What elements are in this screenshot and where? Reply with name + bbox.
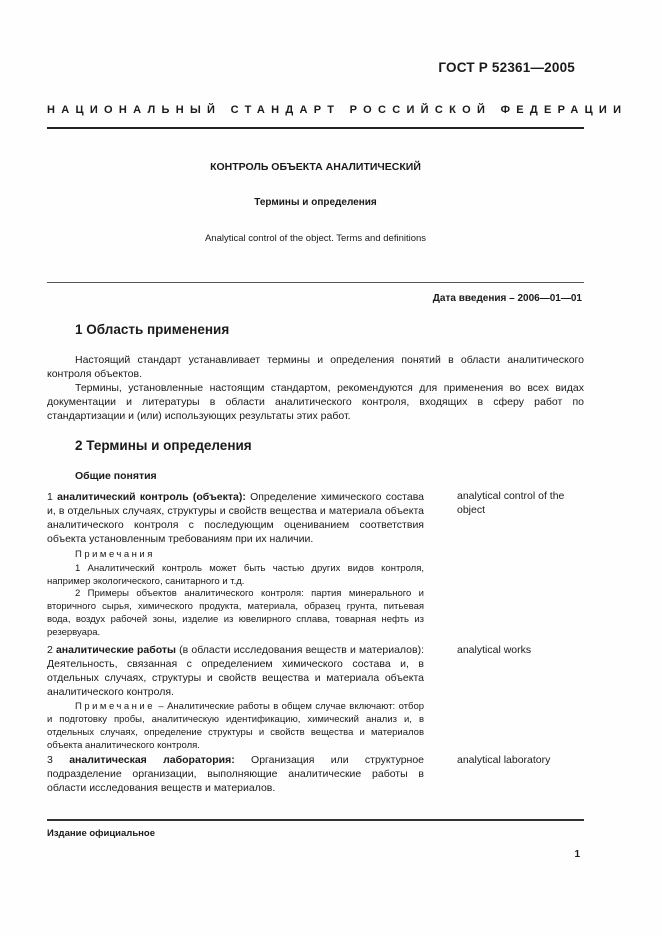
notes-heading: Примечания — [75, 549, 155, 560]
term-entry-1 — [47, 490, 424, 546]
term-entry-3 — [47, 753, 424, 795]
general-concepts-subheading: Общие понятия — [75, 470, 157, 482]
page-number: 1 — [574, 849, 580, 860]
term-1-note: 1 Аналитический контроль может быть частью других видов контроля, например экологического, санитарного и т.д. — [47, 563, 424, 587]
term-definition: Организация или структурное подразделение организации, выполняющие аналитические работы в области исследования веществ и материалов. — [47, 754, 425, 794]
term-definition: Деятельность, связанная с определением химического состава и, в отдельных случаях, структуры и свойств вещества и материала объекта аналитического контроля. — [47, 658, 424, 698]
term-qualifier: (в области исследования веществ и материалов): — [179, 644, 424, 656]
term-2-english: analytical works — [457, 644, 532, 656]
document-title: КОНТРОЛЬ ОБЪЕКТА АНАЛИТИЧЕСКИЙ — [210, 161, 421, 173]
term-number: 1 — [47, 491, 53, 503]
note-label: Примечание — [75, 701, 155, 712]
term-1-english: analytical control of the object — [457, 490, 565, 516]
section-1-paragraph: Термины, установленные настоящим стандартом, рекомендуются для применения во всех видах документации и литературы в области аналитического контроля, входящих в сферу работ по стандартизации и (или) использующих результаты этих работ. — [47, 382, 584, 422]
term-number: 2 — [47, 644, 53, 656]
term-definition: Определение химического состава и, в отдельных случаях, структуры и свойств вещества и материала объекта аналитического контроля с последующим оцениванием соответствия объекта установленным требованиям при их наличии. — [47, 491, 424, 545]
title-divider — [47, 282, 584, 283]
term-2-note — [47, 700, 424, 752]
term-name: аналитическая лаборатория: — [69, 754, 235, 766]
document-subtitle: Термины и определения — [254, 197, 377, 208]
term-number: 3 — [47, 754, 53, 766]
term-name: аналитический контроль (объекта): — [57, 491, 246, 503]
term-1-note: 2 Примеры объектов аналитического контроля: партия минерального и вторичного сырья, химического продукта, материала, образец грунта, питьевая вода, воздух рабочей зоны, изделие из ювелирного сплава, товарная нефть из резервуара. — [47, 588, 424, 638]
section-1-paragraph: Настоящий стандарт устанавливает термины и определения понятий в области аналитического контроля объектов. — [47, 354, 584, 380]
introduction-date: Дата введения – 2006—01—01 — [432, 293, 582, 304]
term-name: аналитические работы — [55, 644, 177, 656]
section-1-heading: 1 Область применения — [75, 322, 230, 337]
term-3-english: analytical laboratory — [457, 754, 551, 766]
official-edition-label: Издание официальное — [47, 828, 155, 839]
document-number: ГОСТ Р 52361—2005 — [438, 60, 575, 75]
header-divider — [47, 127, 584, 129]
standard-banner: НАЦИОНАЛЬНЫЙ СТАНДАРТ РОССИЙСКОЙ ФЕДЕРАЦИИ — [47, 104, 628, 116]
footer-divider — [47, 819, 584, 821]
document-title-english: Analytical control of the object. Terms and definitions — [204, 233, 427, 244]
term-entry-2 — [47, 643, 424, 699]
section-2-heading: 2 Термины и определения — [75, 438, 252, 453]
note-text: – Аналитические работы в общем случае включают: отбор и подготовку пробы, аналитическую идентификацию, химический анализ и, в отдельных случаях, определение структуры и свойств вещества и материалов объекта аналитического контроля. — [47, 701, 425, 751]
